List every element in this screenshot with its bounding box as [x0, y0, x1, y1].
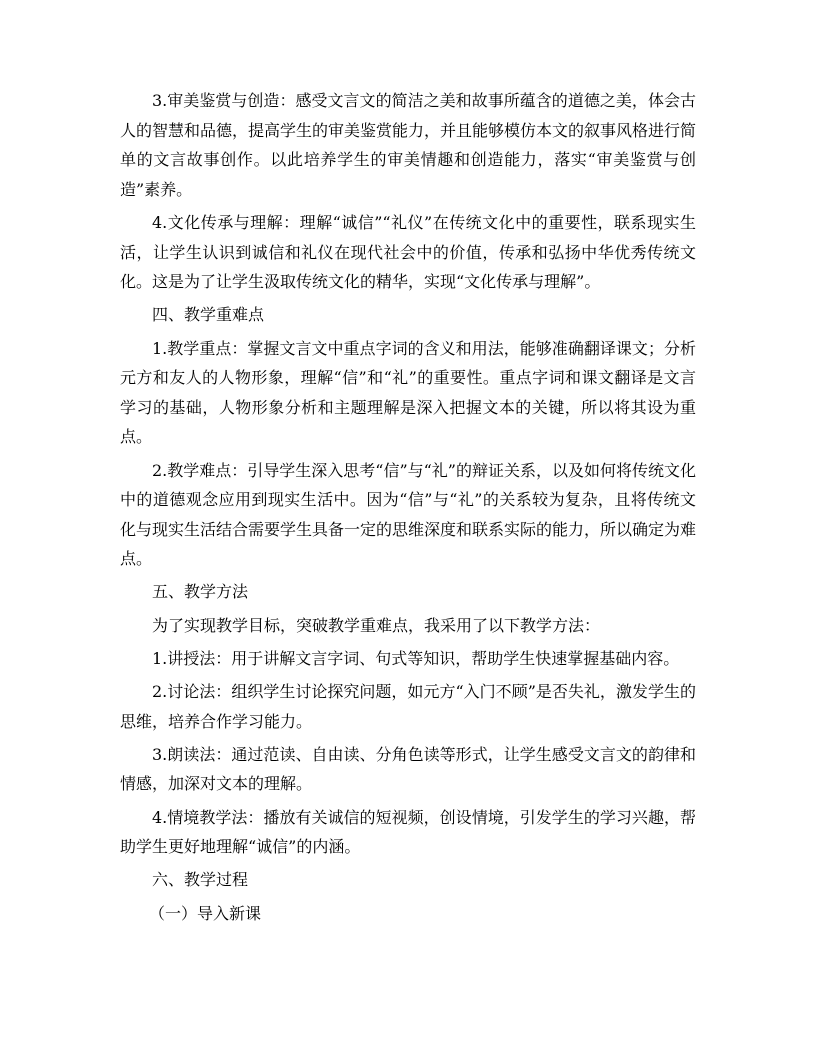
section-heading-process: 六、教学过程: [152, 870, 249, 890]
key-point-paragraph: 1.教学重点：掌握文言文中重点字词的含义和用法，能够准确翻译课文；分析元方和友人的人物形象，理解“信”和“礼”的重要性。重点字词和课文翻译是文言学习的基础，人物形象分析和主题理解是深入把握文本的关键，所以将其设为重点。: [120, 338, 696, 447]
subsection-heading-introduction: （一）导入新课: [149, 903, 262, 923]
method-discussion-paragraph: 2.讨论法：组织学生讨论探究问题，如元方“入门不顾”是否失礼，激发学生的思维，培养合作学习能力。: [120, 682, 696, 731]
method-lecture-paragraph: 1.讲授法：用于讲解文言字词、句式等知识，帮助学生快速掌握基础内容。: [152, 648, 680, 668]
document-page: [120, 86, 696, 932]
objective-culture-paragraph: 4.文化传承与理解：理解“诚信”“礼仪”在传统文化中的重要性，联系现实生活，让学生认识到诚信和礼仪在现代社会中的价值，传承和弘扬中华优秀传统文化。这是为了让学生汲取传统文化的精华，实现“文化传承与理解”。: [120, 212, 696, 292]
section-heading-methods: 五、教学方法: [152, 582, 249, 602]
section-heading-key-points: 四、教学重难点: [152, 305, 265, 325]
method-situational-paragraph: 4.情境教学法：播放有关诚信的短视频，创设情境，引发学生的学习兴趣，帮助学生更好地理解“诚信”的内涵。: [120, 807, 696, 857]
objective-aesthetic-paragraph: 3.审美鉴赏与创造：感受文言文的简洁之美和故事所蕴含的道德之美，体会古人的智慧和品德，提高学生的审美鉴赏能力，并且能够模仿本文的叙事风格进行简单的文言故事创作。以此培养学生的审美情趣和创造能力，落实“审美鉴赏与创造”素养。: [120, 91, 697, 199]
method-reading-paragraph: 3.朗读法：通过范读、自由读、分角色读等形式，让学生感受文言文的韵律和情感，加深对文本的理解。: [120, 744, 696, 794]
methods-intro-paragraph: 为了实现教学目标，突破教学重难点，我采用了以下教学方法：: [152, 615, 601, 635]
difficult-point-paragraph: 2.教学难点：引导学生深入思考“信”与“礼”的辩证关系，以及如何将传统文化中的道德观念应用到现实生活中。因为“信”与“礼”的关系较为复杂，且将传统文化与现实生活结合需要学生具备一定的思维深度和联系实际的能力，所以确定为难点。: [120, 460, 697, 569]
